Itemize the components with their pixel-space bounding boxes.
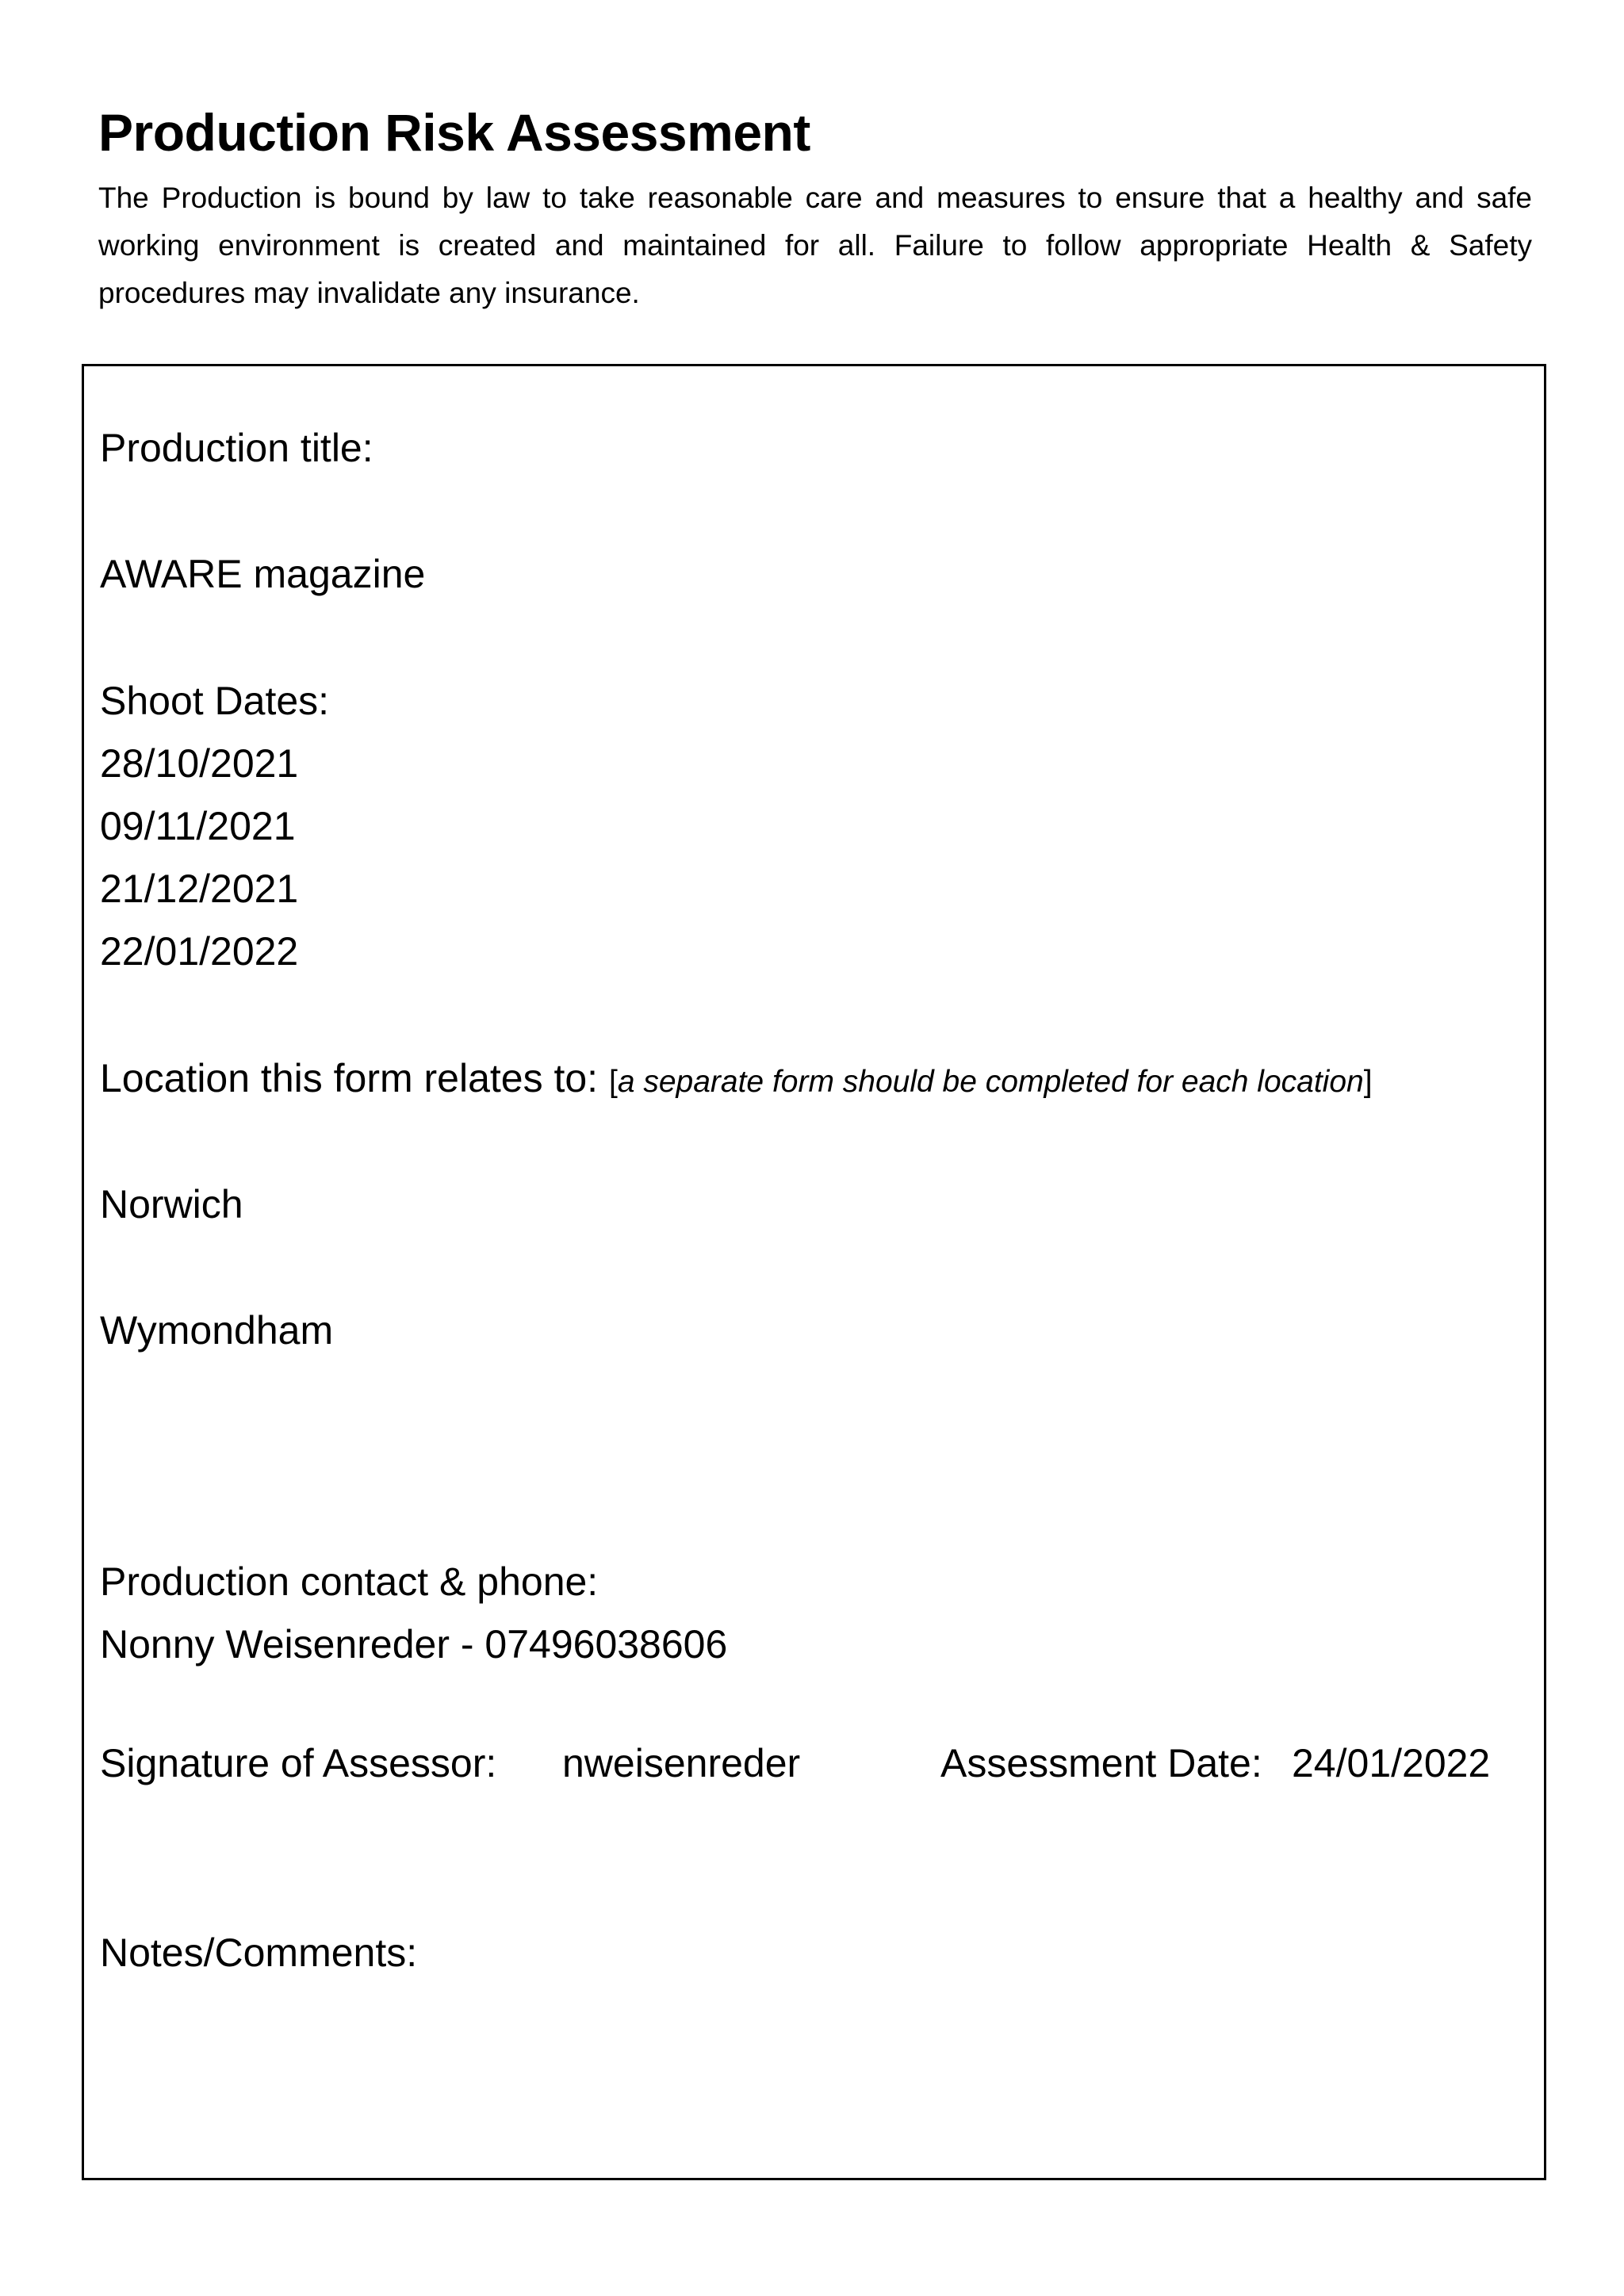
shoot-date: 09/11/2021 (100, 804, 296, 848)
location-note-open: [ (608, 1065, 618, 1099)
shoot-date: 21/12/2021 (100, 867, 299, 911)
location-note-close: ] (1363, 1065, 1373, 1099)
notes-label: Notes/Comments: (100, 1931, 418, 1975)
contact-value: Nonny Weisenreder - 07496038606 (100, 1622, 728, 1667)
production-title-label: Production title: (100, 426, 373, 470)
assessment-date-label: Assessment Date: (940, 1741, 1262, 1785)
assessment-form-box (82, 364, 1546, 2180)
contact-label: Production contact & phone: (100, 1559, 599, 1604)
production-title-value: AWARE magazine (100, 552, 426, 596)
location-norwich: Norwich (100, 1182, 243, 1226)
location-line (100, 1047, 1373, 1113)
shoot-dates-label: Shoot Dates: (100, 679, 330, 723)
shoot-date: 28/10/2021 (100, 741, 299, 786)
location-note (609, 1065, 1373, 1099)
location-wymondham: Wymondham (100, 1308, 334, 1353)
location-label: Location this form relates to: (100, 1056, 599, 1100)
signature-label: Signature of Assessor: (100, 1741, 497, 1785)
intro-paragraph: The Production is bound by law to take reasonable care and measures to ensure that a healthy and safe working environment is created and maintained for all. Failure to follow appropriate Health & Safety procedures may invalidate any insurance. (98, 182, 1532, 309)
page-title: Production Risk Assessment (98, 103, 810, 162)
shoot-date: 22/01/2022 (100, 929, 299, 974)
signature-row (100, 1732, 1527, 1795)
assessment-date-value: 24/01/2022 (1292, 1741, 1491, 1785)
signature-value: nweisenreder (562, 1741, 801, 1785)
location-note-text: a separate form should be completed for each location (617, 1065, 1364, 1099)
shoot-dates-list (100, 733, 298, 983)
